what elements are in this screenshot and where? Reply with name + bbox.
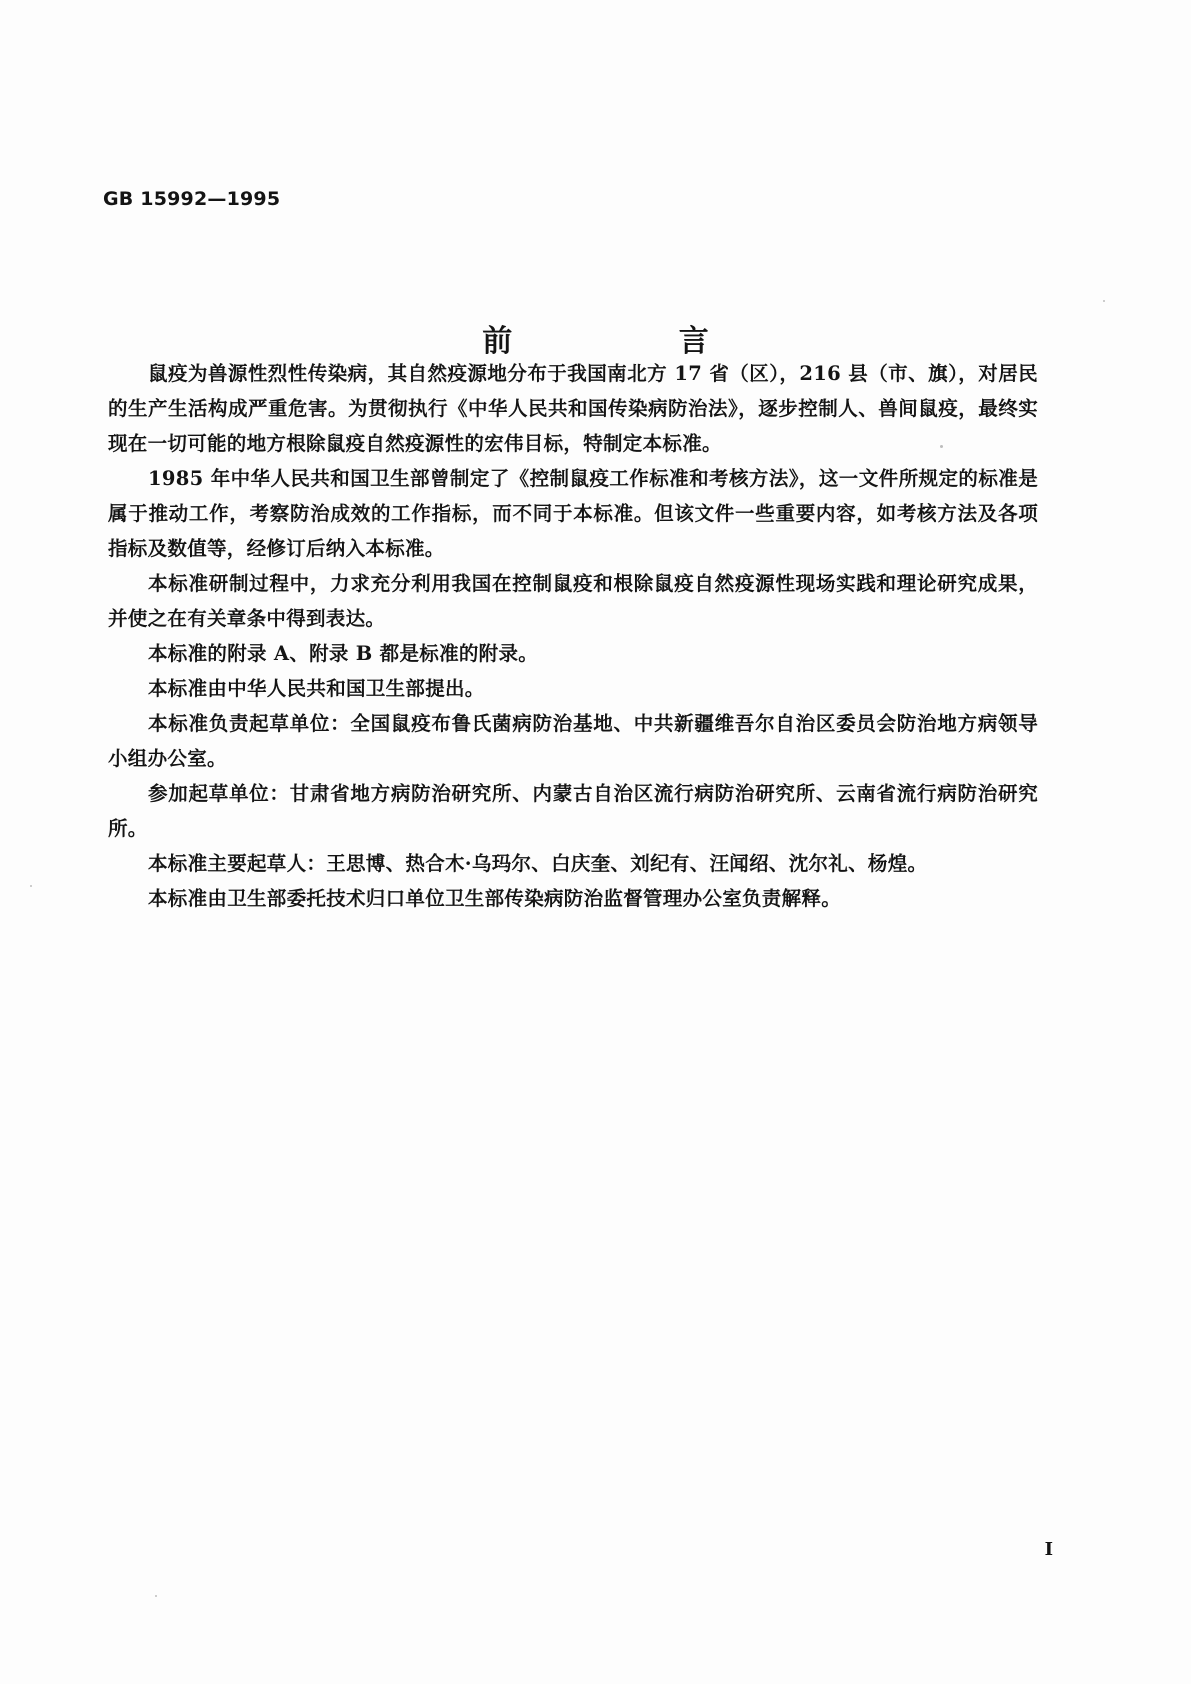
page-title: 前 言: [482, 324, 787, 359]
scan-speck: [1103, 300, 1105, 302]
scan-speck: [30, 885, 32, 887]
scan-speck: [155, 1595, 157, 1597]
paragraph: 本标准研制过程中，力求充分利用我国在控制鼠疫和根除鼠疫自然疫源性现场实践和理论研究成果，并使之在有关章条中得到表达。: [108, 572, 1038, 630]
paragraph: 参加起草单位：甘肃省地方病防治研究所、内蒙古自治区流行病防治研究所、云南省流行病防治研究所。: [108, 782, 1038, 840]
paragraph: 本标准主要起草人：王思博、热合木·乌玛尔、白庆奎、刘纪有、汪闻绍、沈尔礼、杨煌。: [148, 852, 928, 875]
paragraph: 本标准的附录 A、附录 B 都是标准的附录。: [148, 642, 539, 665]
paragraph: 本标准负责起草单位：全国鼠疫布鲁氏菌病防治基地、中共新疆维吾尔自治区委员会防治地方病领导小组办公室。: [108, 712, 1038, 770]
page-number: I: [1044, 1539, 1053, 1560]
scan-speck: [940, 445, 943, 448]
paragraph: 本标准由卫生部委托技术归口单位卫生部传染病防治监督管理办公室负责解释。: [148, 887, 842, 910]
paragraph: 本标准由中华人民共和国卫生部提出。: [148, 677, 485, 700]
foreword-body: [108, 356, 1038, 916]
paragraph: 鼠疫为兽源性烈性传染病，其自然疫源地分布于我国南北方 17 省（区），216 县（市、旗），对居民的生产生活构成严重危害。为贯彻执行《中华人民共和国传染病防治法》，逐步控制人、兽间鼠疫，最终实现在一切可能的地方根除鼠疫自然疫源性的宏伟目标，特制定本标准。: [108, 362, 1038, 455]
paragraph: 1985 年中华人民共和国卫生部曾制定了《控制鼠疫工作标准和考核方法》，这一文件所规定的标准是属于推动工作，考察防治成效的工作指标，而不同于本标准。但该文件一些重要内容，如考核方法及各项指标及数值等，经修订后纳入本标准。: [108, 467, 1038, 560]
document-code: GB 15992—1995: [103, 188, 281, 210]
